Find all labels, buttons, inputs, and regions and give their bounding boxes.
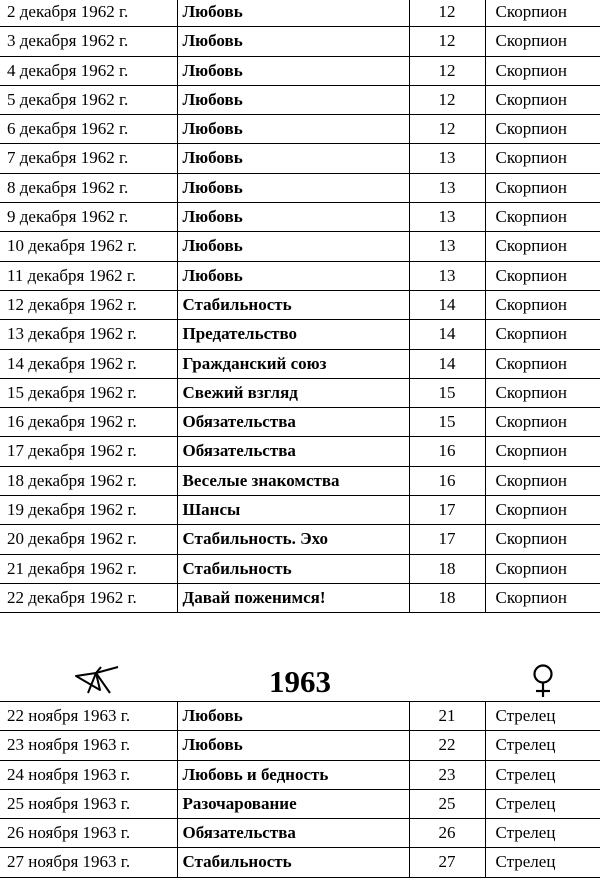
date-cell: 7 декабря 1962 г.: [0, 144, 177, 173]
table-row: [0, 290, 600, 319]
date-cell: 6 декабря 1962 г.: [0, 115, 177, 144]
venus-symbol-icon: [530, 663, 556, 699]
date-cell: 20 декабря 1962 г.: [0, 525, 177, 554]
topic-cell: Веселые знакомства: [177, 466, 409, 495]
table-row: [0, 0, 600, 27]
date-cell: 21 декабря 1962 г.: [0, 554, 177, 583]
topic-cell: Любовь: [177, 232, 409, 261]
date-cell: 12 декабря 1962 г.: [0, 290, 177, 319]
topic-cell: Обязательства: [177, 408, 409, 437]
sign-cell: Скорпион: [485, 85, 600, 114]
number-cell: 14: [409, 290, 485, 319]
date-cell: 2 декабря 1962 г.: [0, 0, 177, 27]
table-row: [0, 760, 600, 789]
date-cell: 24 ноября 1963 г.: [0, 760, 177, 789]
date-cell: 27 ноября 1963 г.: [0, 848, 177, 877]
table-row: [0, 261, 600, 290]
date-cell: 18 декабря 1962 г.: [0, 466, 177, 495]
sign-cell: Скорпион: [485, 349, 600, 378]
date-cell: 19 декабря 1962 г.: [0, 496, 177, 525]
table-row: [0, 115, 600, 144]
number-cell: 16: [409, 437, 485, 466]
topic-cell: Любовь: [177, 203, 409, 232]
date-cell: 25 ноября 1963 г.: [0, 789, 177, 818]
number-cell: 23: [409, 760, 485, 789]
number-cell: 13: [409, 173, 485, 202]
number-cell: 12: [409, 27, 485, 56]
sign-cell: Скорпион: [485, 466, 600, 495]
date-cell: 3 декабря 1962 г.: [0, 27, 177, 56]
number-cell: 21: [409, 702, 485, 731]
number-cell: 15: [409, 378, 485, 407]
table-row: [0, 437, 600, 466]
topic-cell: Любовь: [177, 144, 409, 173]
date-cell: 11 декабря 1962 г.: [0, 261, 177, 290]
sign-cell: Стрелец: [485, 760, 600, 789]
topic-cell: Стабильность: [177, 290, 409, 319]
topic-cell: Гражданский союз: [177, 349, 409, 378]
bottom-table: [0, 701, 600, 878]
topic-cell: Предательство: [177, 320, 409, 349]
sign-cell: Стрелец: [485, 789, 600, 818]
topic-cell: Стабильность: [177, 554, 409, 583]
date-cell: 17 декабря 1962 г.: [0, 437, 177, 466]
topic-cell: Любовь: [177, 173, 409, 202]
topic-cell: Любовь: [177, 85, 409, 114]
sign-cell: Скорпион: [485, 261, 600, 290]
table-row: [0, 525, 600, 554]
date-cell: 4 декабря 1962 г.: [0, 56, 177, 85]
topic-cell: Любовь: [177, 261, 409, 290]
table-row: [0, 819, 600, 848]
number-cell: 15: [409, 408, 485, 437]
number-cell: 18: [409, 554, 485, 583]
bottom-table-body: [0, 702, 600, 878]
topic-cell: Шансы: [177, 496, 409, 525]
number-cell: 14: [409, 349, 485, 378]
topic-cell: Любовь: [177, 0, 409, 27]
table-row: [0, 56, 600, 85]
table-row: [0, 144, 600, 173]
sign-cell: Скорпион: [485, 408, 600, 437]
date-cell: 22 декабря 1962 г.: [0, 583, 177, 612]
sign-cell: Скорпион: [485, 27, 600, 56]
number-cell: 13: [409, 232, 485, 261]
topic-cell: Свежий взгляд: [177, 378, 409, 407]
sign-cell: Скорпион: [485, 232, 600, 261]
date-cell: 16 декабря 1962 г.: [0, 408, 177, 437]
number-cell: 12: [409, 115, 485, 144]
number-cell: 12: [409, 85, 485, 114]
topic-cell: Любовь: [177, 731, 409, 760]
sign-cell: Скорпион: [485, 173, 600, 202]
topic-cell: Разочарование: [177, 789, 409, 818]
date-cell: 22 ноября 1963 г.: [0, 702, 177, 731]
topic-cell: Стабильность. Эхо: [177, 525, 409, 554]
table-row: [0, 27, 600, 56]
number-cell: 18: [409, 583, 485, 612]
sign-cell: Скорпион: [485, 203, 600, 232]
number-cell: 26: [409, 819, 485, 848]
topic-cell: Обязательства: [177, 437, 409, 466]
number-cell: 22: [409, 731, 485, 760]
date-cell: 26 ноября 1963 г.: [0, 819, 177, 848]
date-cell: 13 декабря 1962 г.: [0, 320, 177, 349]
sign-cell: Скорпион: [485, 554, 600, 583]
sign-cell: Скорпион: [485, 525, 600, 554]
number-cell: 13: [409, 261, 485, 290]
date-cell: 9 декабря 1962 г.: [0, 203, 177, 232]
sign-cell: Скорпион: [485, 320, 600, 349]
number-cell: 25: [409, 789, 485, 818]
sign-cell: Стрелец: [485, 848, 600, 877]
date-cell: 5 декабря 1962 г.: [0, 85, 177, 114]
table-row: [0, 232, 600, 261]
table-row: [0, 85, 600, 114]
number-cell: 13: [409, 203, 485, 232]
sign-cell: Скорпион: [485, 115, 600, 144]
number-cell: 17: [409, 496, 485, 525]
sign-cell: Скорпион: [485, 290, 600, 319]
table-row: [0, 173, 600, 202]
topic-cell: Давай поженимся!: [177, 583, 409, 612]
topic-cell: Любовь: [177, 56, 409, 85]
table-row: [0, 702, 600, 731]
sign-cell: Скорпион: [485, 583, 600, 612]
table-row: [0, 320, 600, 349]
sign-cell: Скорпион: [485, 144, 600, 173]
sign-cell: Стрелец: [485, 731, 600, 760]
date-cell: 15 декабря 1962 г.: [0, 378, 177, 407]
year-header: [0, 660, 600, 700]
topic-cell: Стабильность: [177, 848, 409, 877]
number-cell: 13: [409, 144, 485, 173]
table-row: [0, 496, 600, 525]
table-row: [0, 731, 600, 760]
number-cell: 16: [409, 466, 485, 495]
sign-cell: Скорпион: [485, 437, 600, 466]
number-cell: 12: [409, 0, 485, 27]
table-row: [0, 789, 600, 818]
year-title: 1963: [269, 664, 331, 699]
table-row: [0, 408, 600, 437]
table-row: [0, 554, 600, 583]
number-cell: 14: [409, 320, 485, 349]
sign-cell: Стрелец: [485, 819, 600, 848]
topic-cell: Любовь: [177, 115, 409, 144]
topic-cell: Любовь и бедность: [177, 760, 409, 789]
sign-cell: Скорпион: [485, 0, 600, 27]
table-row: [0, 349, 600, 378]
topic-cell: Любовь: [177, 27, 409, 56]
topic-cell: Любовь: [177, 702, 409, 731]
table-row: [0, 203, 600, 232]
sign-cell: Стрелец: [485, 702, 600, 731]
table-row: [0, 848, 600, 877]
date-cell: 10 декабря 1962 г.: [0, 232, 177, 261]
date-cell: 14 декабря 1962 г.: [0, 349, 177, 378]
topic-cell: Обязательства: [177, 819, 409, 848]
number-cell: 27: [409, 848, 485, 877]
number-cell: 17: [409, 525, 485, 554]
date-cell: 23 ноября 1963 г.: [0, 731, 177, 760]
table-row: [0, 378, 600, 407]
table-row: [0, 466, 600, 495]
sign-cell: Скорпион: [485, 496, 600, 525]
sign-cell: Скорпион: [485, 378, 600, 407]
sign-cell: Скорпион: [485, 56, 600, 85]
number-cell: 12: [409, 56, 485, 85]
table-row: [0, 583, 600, 612]
date-cell: 8 декабря 1962 г.: [0, 173, 177, 202]
